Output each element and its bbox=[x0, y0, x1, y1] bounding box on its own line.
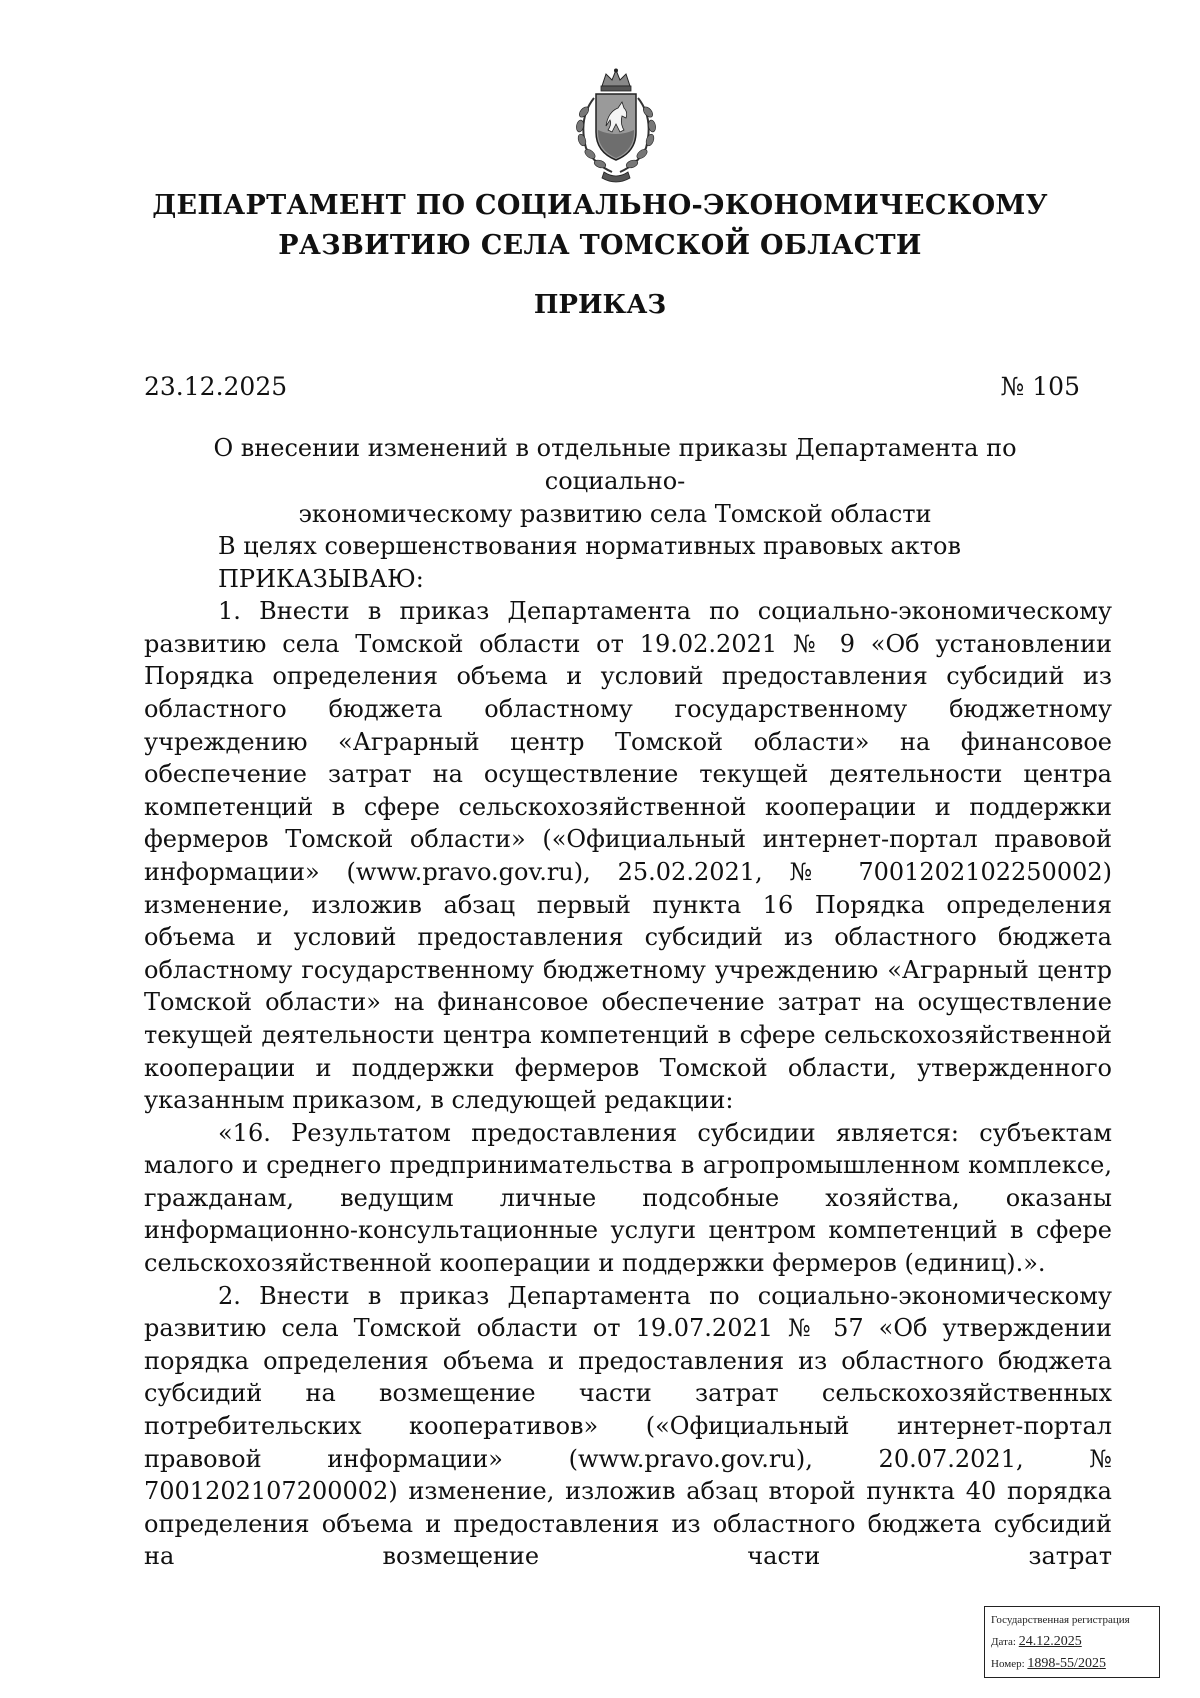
department-name-line2: РАЗВИТИЮ СЕЛА ТОМСКОЙ ОБЛАСТИ bbox=[278, 230, 922, 261]
document-date: 23.12.2025 bbox=[144, 372, 288, 401]
stamp-number-label: Номер: bbox=[991, 1658, 1025, 1670]
stamp-date-row bbox=[991, 1631, 1153, 1653]
coat-of-arms-icon bbox=[568, 68, 664, 186]
document-body bbox=[144, 530, 1112, 1573]
document-type-title: ПРИКАЗ bbox=[533, 290, 667, 320]
registration-stamp bbox=[984, 1606, 1160, 1678]
department-name-line1: ДЕПАРТАМЕНТ ПО СОЦИАЛЬНО-ЭКОНОМИЧЕСКОМУ bbox=[152, 190, 1048, 221]
order-word: ПРИКАЗЫВАЮ: bbox=[218, 564, 424, 593]
item-1-paragraph: 1. Внести в приказ Департамента по социально-экономическому развитию села Томской области от 19.02.2021 № 9 «Об установлении Порядка определения объема и условий предоставления субсидий из областного бюджета областному государственному бюджетному учреждению «Аграрный центр Томской области» на финансовое обеспечение затрат на осуществление текущей деятельности центра компетенций в сфере сельскохозяйственной кооперации и поддержки фермеров Томской области» («Официальный интернет-портал правовой информации» (www.pravo.gov.ru), 25.02.2021, № 7001202102250002) изменение, изложив абзац первый пункта 16 Порядка определения объема и условий предоставления субсидий из областного бюджета областному государственному бюджетному учреждению «Аграрный центр Томской области» на финансовое обеспечение затрат на осуществление текущей деятельности центра компетенций в сфере сельскохозяйственной кооперации и поддержки фермеров Томской области, утвержденного указанным приказом, в следующей редакции: bbox=[144, 597, 1112, 1115]
document-number: № 105 bbox=[1000, 372, 1080, 401]
subject-line1: О внесении изменений в отдельные приказы Департамента по социально- bbox=[213, 434, 1017, 495]
stamp-number-value: 1898-55/2025 bbox=[1027, 1656, 1106, 1671]
purpose-paragraph: В целях совершенствования нормативных правовых актов bbox=[218, 532, 961, 560]
stamp-date-label: Дата: bbox=[991, 1636, 1016, 1648]
stamp-title: Государственная регистрация bbox=[991, 1614, 1130, 1626]
subject-line2: экономическому развитию села Томской области bbox=[298, 500, 932, 528]
stamp-date-value: 24.12.2025 bbox=[1018, 1634, 1082, 1649]
stamp-number-row bbox=[991, 1653, 1153, 1675]
item-1-quoted-text: «16. Результатом предоставления субсидии является: субъектам малого и среднего предпринимательства в агропромышленном комплексе, гражданам, ведущим личные подсобные хозяйства, оказаны информационно-консультационные услуги центром компетенций в сфере сельскохозяйственной кооперации и поддержки фермеров (единиц).». bbox=[144, 1118, 1112, 1278]
document-subject bbox=[150, 432, 1080, 531]
item-2-paragraph: 2. Внести в приказ Департамента по социально-экономическому развитию села Томской области от 19.07.2021 № 57 «Об утверждении порядка определения объема и предоставления из областного бюджета субсидий на возмещение части затрат сельскохозяйственных потребительских кооперативов» («Официальный интернет-портал правовой информации» (www.pravo.gov.ru), 20.07.2021, № 7001202107200002) изменение, изложив абзац второй пункта 40 порядка определения объема и предоставления из областного бюджета субсидий на возмещение части затрат bbox=[144, 1281, 1112, 1571]
